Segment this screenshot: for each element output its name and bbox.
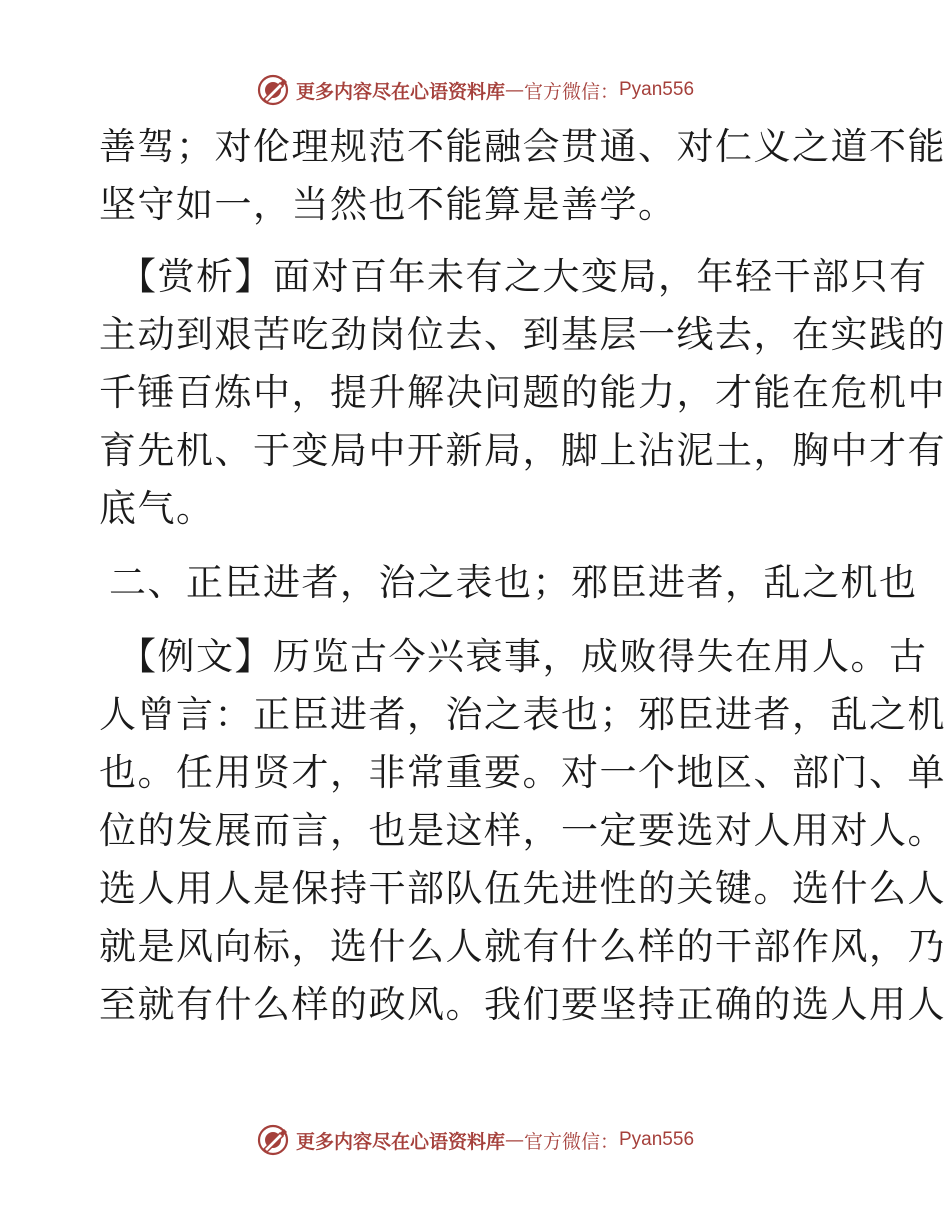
footer-banner (0, 1118, 950, 1162)
banner-wechat-label: 官方微信： (523, 80, 619, 103)
header-banner (0, 68, 950, 112)
text-line: 底气。 (99, 487, 215, 530)
text-line: 【赏析】面对百年未有之大变局，年轻干部只有 (119, 255, 928, 298)
text-line: 主动到艰苦吃劲岗位去、到基层一线去，在实践的 (99, 313, 946, 356)
paragraph-1 (99, 118, 946, 234)
section-heading: 二、正臣进者，治之表也；邪臣进者，乱之机也 (109, 561, 918, 604)
banner-wechat-id: Pyan556 (619, 1129, 695, 1150)
paragraph-example (99, 628, 946, 1034)
text-line: 选人用人是保持干部队伍先进性的关键。选什么人 (99, 867, 946, 910)
banner-wechat-id: Pyan556 (619, 79, 695, 100)
text-line: 位的发展而言，也是这样，一定要选对人用对人。 (99, 809, 946, 852)
text-line: 至就有什么样的政风。我们要坚持正确的选人用人 (99, 983, 946, 1026)
banner-main-text: 更多内容尽在心语资料库 (295, 1130, 505, 1153)
text-line: 千锤百炼中，提升解决问题的能力，才能在危机中 (99, 371, 946, 414)
banner-wechat-label: 官方微信： (523, 1130, 619, 1153)
pen-seal-logo-icon (256, 1123, 290, 1157)
text-line: 【例文】历览古今兴衰事，成败得失在用人。古 (119, 635, 928, 678)
document-body (99, 118, 946, 1034)
banner-dash: — (504, 1129, 524, 1151)
banner-main-text: 更多内容尽在心语资料库 (295, 80, 505, 103)
banner-dash: — (504, 79, 524, 101)
paragraph-appreciation (99, 248, 946, 538)
text-line: 善驾；对伦理规范不能融会贯通、对仁义之道不能 (99, 125, 946, 168)
text-line: 也。任用贤才，非常重要。对一个地区、部门、单 (99, 751, 946, 794)
text-line: 就是风向标，选什么人就有什么样的干部作风，乃 (99, 925, 946, 968)
text-line: 坚守如一，当然也不能算是善学。 (99, 183, 677, 226)
text-line: 育先机、于变局中开新局，脚上沾泥土，胸中才有 (99, 429, 946, 472)
text-line: 人曾言：正臣进者，治之表也；邪臣进者，乱之机 (99, 693, 946, 736)
pen-seal-logo-icon (256, 73, 290, 107)
